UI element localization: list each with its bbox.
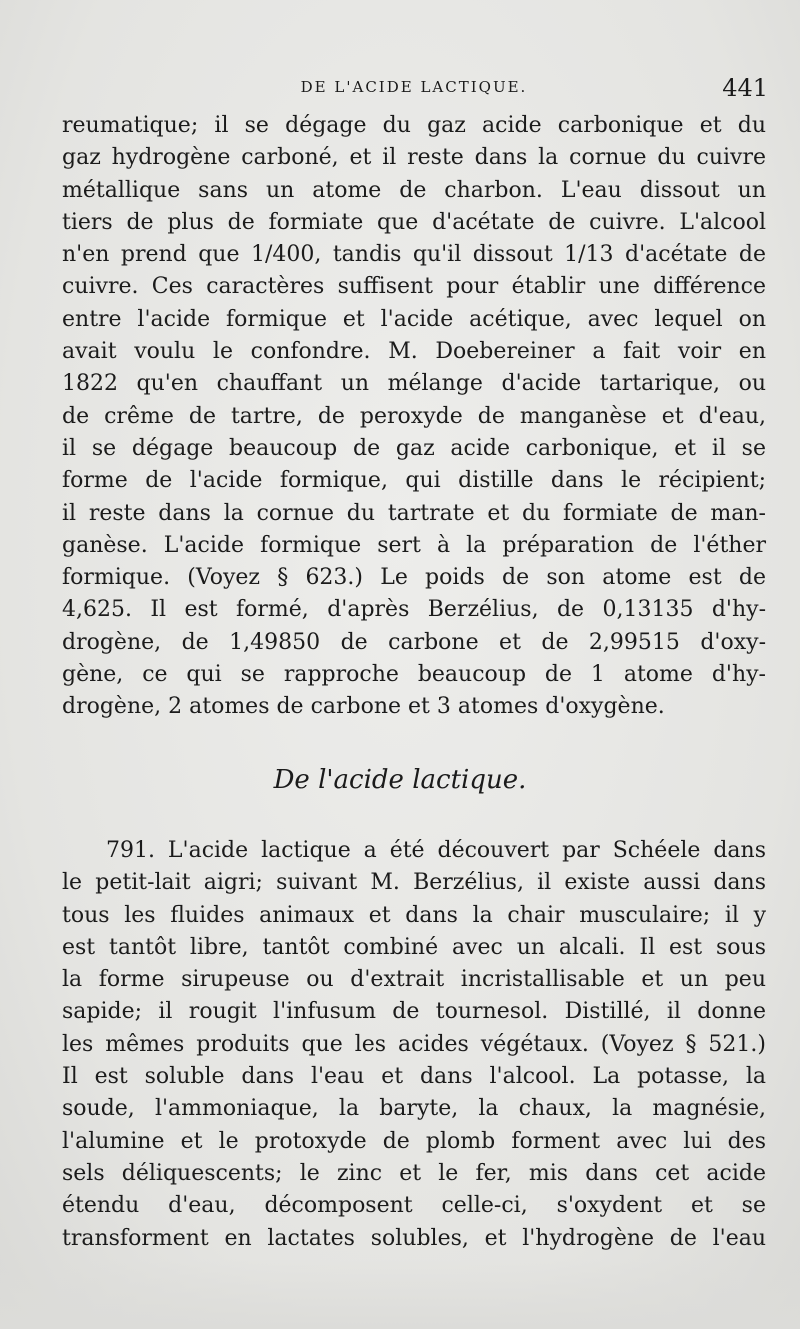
text-line: drogène, de 1,49850 de carbone et de 2,99515 d'oxy- (62, 629, 766, 655)
text-line: tous les fluides animaux et dans la chair musculaire; il y (62, 902, 766, 928)
page-edge-shade (0, 1259, 800, 1329)
text-line: l'alumine et le protoxyde de plomb forment avec lui des (62, 1128, 766, 1154)
text-line: transforment en lactates solubles, et l'hydrogène de l'eau (62, 1225, 766, 1251)
paragraph-formic-acid (62, 110, 766, 724)
text-line: soude, l'ammoniaque, la baryte, la chaux, la magnésie, (62, 1096, 766, 1122)
text-line: 4,625. Il est formé, d'après Berzélius, de 0,13135 d'hy- (62, 597, 766, 623)
text-line: sels déliquescents; le zinc et le fer, mis dans cet acide (62, 1160, 766, 1186)
section-heading: De l'acide lactique. (273, 765, 527, 795)
text-line: de crême de tartre, de peroxyde de manganèse et d'eau, (62, 403, 766, 429)
text-line: cuivre. Ces caractères suffisent pour établir une différence (62, 274, 766, 300)
text-line: 791. L'acide lactique a été découvert par Schéele dans (106, 838, 766, 863)
text-line: avait voulu le confondre. M. Doebereiner a fait voir en (62, 339, 766, 365)
text-line: le petit-lait aigri; suivant M. Berzélius, il existe aussi dans (62, 870, 766, 896)
text-line: n'en prend que 1/400, tandis qu'il dissout 1/13 d'acétate de (62, 242, 766, 268)
text-line: étendu d'eau, décomposent celle-ci, s'oxydent et se (62, 1193, 766, 1219)
paragraph-lactic-acid (62, 835, 766, 1255)
text-line: tiers de plus de formiate que d'acétate de cuivre. L'alcool (62, 209, 766, 235)
text-line: forme de l'acide formique, qui distille dans le récipient; (62, 468, 766, 494)
text-line: sapide; il rougit l'infusum de tournesol. Distillé, il donne (62, 999, 766, 1025)
text-line: métallique sans un atome de charbon. L'eau dissout un (62, 177, 766, 203)
text-line: il reste dans la cornue du tartrate et du formiate de man- (62, 500, 766, 526)
page-header (60, 74, 768, 104)
text-line: gène, ce qui se rapproche beaucoup de 1 atome d'hy- (62, 662, 766, 688)
text-line: formique. (Voyez § 623.) Le poids de son atome est de (62, 565, 766, 591)
text-line: est tantôt libre, tantôt combiné avec un alcali. Il est sous (62, 934, 766, 960)
text-line: ganèse. L'acide formique sert à la préparation de l'éther (62, 532, 766, 558)
text-line: gaz hydrogène carboné, et il reste dans la cornue du cuivre (62, 145, 766, 171)
page-number: 441 (722, 74, 768, 102)
text-line: reumatique; il se dégage du gaz acide carbonique et du (62, 113, 766, 138)
text-line: entre l'acide formique et l'acide acétique, avec lequel on (62, 306, 766, 332)
text-line: 1822 qu'en chauffant un mélange d'acide tartarique, ou (62, 371, 766, 397)
text-line: il se dégage beaucoup de gaz acide carbonique, et il se (62, 435, 766, 461)
running-title: DE L'ACIDE LACTIQUE. (300, 78, 528, 96)
text-line: Il est soluble dans l'eau et dans l'alcool. La potasse, la (62, 1064, 766, 1090)
text-line: les mêmes produits que les acides végétaux. (Voyez § 521.) (62, 1031, 766, 1057)
text-line: la forme sirupeuse ou d'extrait incristallisable et un peu (62, 967, 766, 993)
text-line: drogène, 2 atomes de carbone et 3 atomes d'oxygène. (62, 694, 665, 720)
